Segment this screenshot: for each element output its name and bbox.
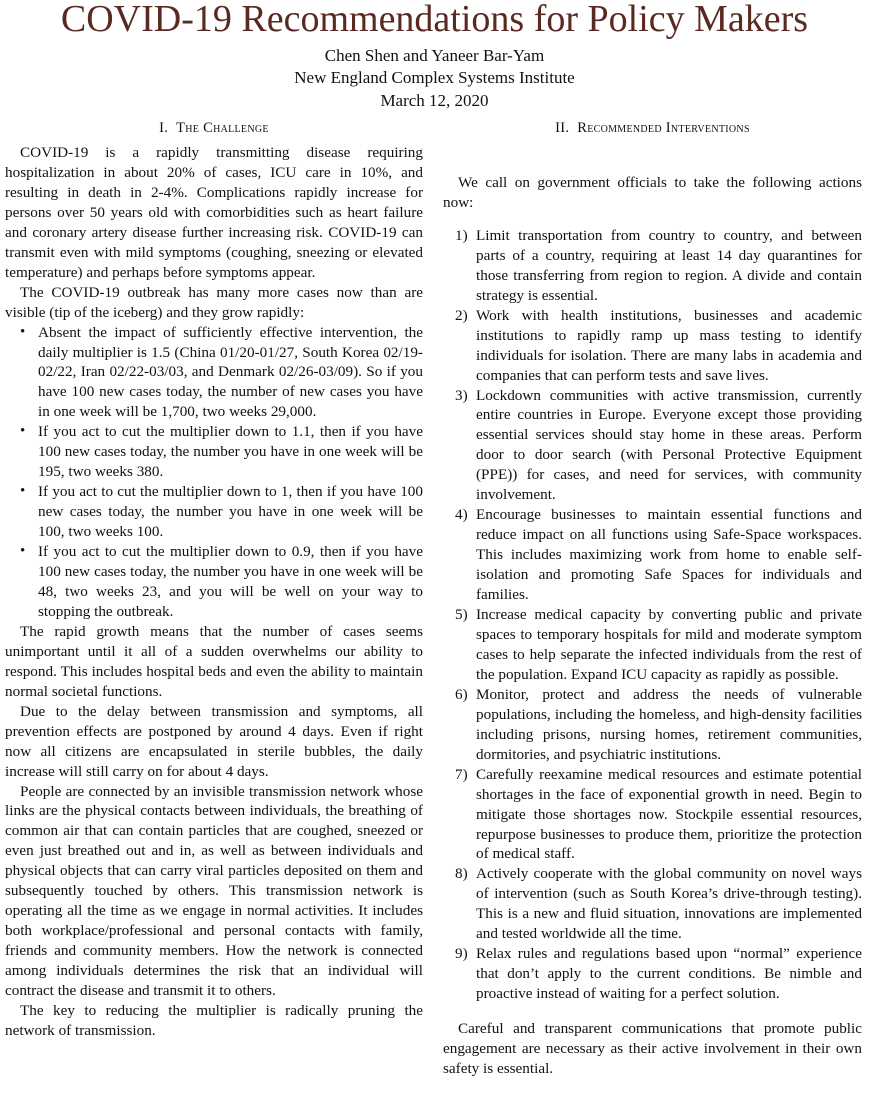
list-item: 2) Work with health institutions, businesses and academic institutions to rapidly ramp up mass testing to identify individuals for isolation. There are many labs in academia and companies that can perform tests and save lives.: [455, 306, 862, 384]
section-heading-interventions: [443, 118, 862, 138]
list-item: 6) Monitor, protect and address the needs of vulnerable populations, including the homeless, and high-density facilities including prisons, nursing homes, retirement communities, dormitories, and psychiatric institutions.: [455, 685, 862, 763]
list-item: 8) Actively cooperate with the global community on novel ways of intervention (such as South Korea’s drive-through testing). This is a new and fluid situation, innovations are implemented and tested worldwide all the time.: [455, 865, 862, 943]
list-item: 3) Lockdown communities with active transmission, currently entire countries in Europe. Everyone except those providing essential services should stay home in these areas. Perform door to door search (with Personal Protective Equipment (PPE)) for cases, and need for services, with community involvement.: [455, 386, 862, 504]
date: March 12, 2020: [380, 91, 489, 110]
section-heading-challenge: [5, 118, 423, 138]
list-item: • If you act to cut the multiplier down to 1.1, then if you have 100 new cases today, the number you have in one week will be 195, two weeks 380.: [20, 423, 423, 481]
multiplier-list: [5, 323, 423, 622]
list-item: 4) Encourage businesses to maintain essential functions and reduce impact on all functions using Safe-Space workspaces. This includes maximizing work from home to enable self-isolation and promoting Safe Spaces for individuals and families.: [455, 506, 862, 604]
section-title: Recommended Interventions: [577, 120, 750, 136]
left-column: [5, 118, 423, 1041]
section-title: The Challenge: [176, 120, 269, 136]
list-item: 5) Increase medical capacity by converting public and private spaces to temporary hospitals for mild and moderate symptom cases to help separate the infected individuals from the rest of the population. Expand ICU capacity as rapidly as possible.: [455, 606, 862, 683]
paragraph-communications: Careful and transparent communications that promote public engagement are necessary as their active involvement in their own safety is essential.: [443, 1020, 862, 1077]
bullet-icon: •: [20, 543, 26, 560]
paragraph-delay: Due to the delay between transmission and symptoms, all prevention effects are postponed by around 4 days. Even if right now all citizens are encapsulated in sterile bubbles, the daily increase will still carry on for about 4 days.: [5, 702, 423, 780]
paragraph-outbreak: The COVID-19 outbreak has many more cases now than are visible (tip of the iceberg) and they grow rapidly:: [5, 283, 423, 321]
bullet-icon: •: [20, 323, 26, 340]
list-item: • If you act to cut the multiplier down to 1, then if you have 100 new cases today, the number you have in one week will be 100, two weeks 100.: [20, 483, 423, 541]
paragraph-pruning: The key to reducing the multiplier is radically pruning the network of transmission.: [5, 1001, 423, 1039]
list-item: • If you act to cut the multiplier down to 0.9, then if you have 100 new cases today, the number you have in one week will be 48, two weeks 23, and you will be well on your way to stopping the outbreak.: [20, 543, 423, 620]
list-item: 1) Limit transportation from country to country, and between parts of a country, requiring at least 14 day quarantines for those transferring from region to region. A divide and contain strategy is essential.: [455, 226, 862, 304]
paragraph-call-to-action: We call on government officials to take the following actions now:: [443, 174, 862, 211]
right-column: [443, 118, 862, 1079]
list-item: 7) Carefully reexamine medical resources and estimate potential shortages in the face of exponential growth in need. Begin to mitigate those shortages now. Stockpile essential resources, repurpose businesses to produce them, prioritize the protection of medical staff.: [455, 765, 862, 863]
interventions-list: [443, 226, 862, 1004]
paragraph-growth: The rapid growth means that the number of cases seems unimportant until it all of a sudden overwhelms our ability to respond. This includes hospital beds and even the ability to maintain normal societal functions.: [5, 622, 423, 700]
bullet-icon: •: [20, 423, 26, 440]
list-item: • Absent the impact of sufficiently effective intervention, the daily multiplier is 1.5 (China 01/20-01/27, South Korea 02/19-02/22, Iran 02/22-03/03, and Denmark 02/26-03/09). So if you have 100 new cases today, the number of new cases you have in one week will be 1,700, two weeks 29,000.: [20, 323, 423, 421]
section-number: I.: [159, 120, 169, 136]
list-item: 9) Relax rules and regulations based upon “normal” experience that don’t apply to the current conditions. Be nimble and proactive instead of waiting for a perfect solution.: [455, 945, 862, 1003]
paper-title: COVID-19 Recommendations for Policy Makers: [60, 0, 809, 40]
paragraph-network: People are connected by an invisible transmission network whose links are the physical contacts between individuals, the breathing of common air that can contain particles that are coughed, sneezed or even just breathed out and in, as well as between individuals and physical objects that can carry viral particles deposited on them and subsequently touched by others. This transmission network is operating all the time as we engage in normal activities. It includes both workplace/professional and personal contacts with family, friends and community members. How the network is connected among individuals determines the risk that an individual will contract the disease and transmit it to others.: [5, 782, 423, 1000]
authors: Chen Shen and Yaneer Bar-Yam: [324, 46, 545, 65]
bullet-icon: •: [20, 483, 26, 500]
paragraph-intro: COVID-19 is a rapidly transmitting disease requiring hospitalization in about 20% of cases, ICU care in 10%, and resulting in death in 2-4%. Complications rapidly increase for persons over 50 years old with comorbidities such as heart failure and coronary artery disease further increasing risk. COVID-19 can transmit even with mild symptoms (coughing, sneezing or elevated temperature) and perhaps before symptoms appear.: [5, 144, 423, 281]
institution: New England Complex Systems Institute: [294, 68, 575, 87]
section-number: II.: [555, 120, 570, 136]
